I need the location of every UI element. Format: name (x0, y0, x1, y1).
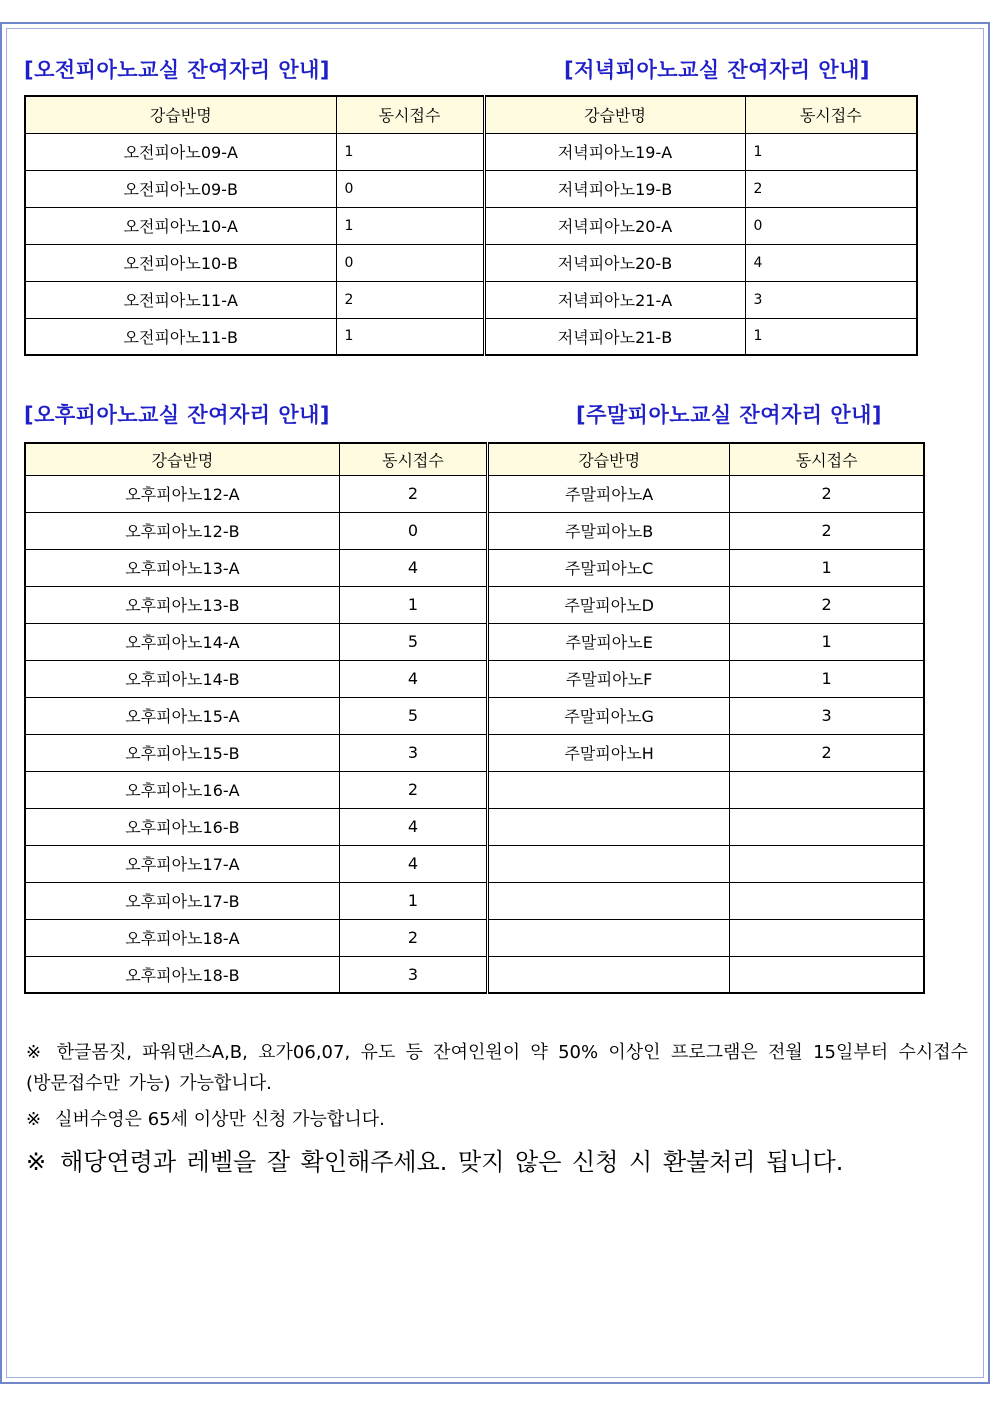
class-name-cell: 오후피아노12-A (25, 475, 339, 512)
class-name-cell (488, 845, 730, 882)
table-header-row (25, 96, 917, 133)
notice-text: 실버수영은 65세 이상만 신청 가능합니다. (55, 1109, 385, 1130)
class-name-cell (488, 882, 730, 919)
count-cell: 4 (339, 549, 487, 586)
class-name-cell (488, 919, 730, 956)
morning-evening-table (24, 95, 918, 356)
table-row (25, 133, 917, 170)
count-cell: 3 (339, 734, 487, 771)
table-row (25, 623, 924, 660)
count-cell: 0 (336, 170, 484, 207)
count-cell: 0 (336, 244, 484, 281)
table-row (25, 281, 917, 318)
count-cell: 1 (336, 318, 484, 355)
class-name-cell: 저녁피아노20-A (484, 207, 745, 244)
class-name-cell: 주말피아노G (488, 697, 730, 734)
weekend-title: [주말피아노교실 잔여자리 안내] (576, 403, 883, 427)
count-cell: 4 (339, 845, 487, 882)
table-row (25, 549, 924, 586)
count-cell: 3 (730, 697, 924, 734)
count-cell: 2 (339, 771, 487, 808)
count-cell: 2 (336, 281, 484, 318)
afternoon-title: [오후피아노교실 잔여자리 안내] (24, 403, 331, 427)
col-header-count: 동시접수 (745, 96, 917, 133)
class-name-cell: 저녁피아노20-B (484, 244, 745, 281)
class-name-cell: 오후피아노16-A (25, 771, 339, 808)
class-name-cell: 오후피아노12-B (25, 512, 339, 549)
class-name-cell: 오후피아노14-A (25, 623, 339, 660)
count-cell: 0 (339, 512, 487, 549)
table-row (25, 697, 924, 734)
class-name-cell: 오후피아노14-B (25, 660, 339, 697)
notice-refund (26, 1143, 968, 1181)
class-name-cell: 오후피아노15-A (25, 697, 339, 734)
reference-mark: ※ (26, 1148, 47, 1176)
count-cell: 1 (730, 660, 924, 697)
count-cell: 2 (730, 512, 924, 549)
notice-text: 해당연령과 레벨을 잘 확인해주세요. 맞지 않은 신청 시 환불처리 됩니다. (60, 1148, 844, 1176)
count-cell (730, 808, 924, 845)
table-row (25, 882, 924, 919)
count-cell: 3 (339, 956, 487, 993)
class-name-cell: 주말피아노H (488, 734, 730, 771)
class-name-cell: 주말피아노A (488, 475, 730, 512)
class-name-cell: 오전피아노09-B (25, 170, 336, 207)
reference-mark: ※ (26, 1109, 42, 1130)
class-name-cell: 저녁피아노19-B (484, 170, 745, 207)
class-name-cell: 주말피아노D (488, 586, 730, 623)
table-row (25, 734, 924, 771)
count-cell (730, 845, 924, 882)
table-row (25, 808, 924, 845)
count-cell: 5 (339, 623, 487, 660)
count-cell: 1 (336, 133, 484, 170)
class-name-cell: 오후피아노18-A (25, 919, 339, 956)
morning-title: [오전피아노교실 잔여자리 안내] (24, 58, 331, 82)
class-name-cell: 오후피아노13-A (25, 549, 339, 586)
table-row (25, 207, 917, 244)
table-row (25, 660, 924, 697)
count-cell: 4 (745, 244, 917, 281)
class-name-cell: 오후피아노16-B (25, 808, 339, 845)
class-name-cell: 오전피아노09-A (25, 133, 336, 170)
count-cell: 2 (730, 475, 924, 512)
count-cell: 1 (745, 133, 917, 170)
notice-open-registration (26, 1037, 968, 1099)
class-name-cell: 오전피아노10-A (25, 207, 336, 244)
count-cell: 1 (730, 549, 924, 586)
count-cell: 2 (745, 170, 917, 207)
count-cell: 4 (339, 660, 487, 697)
table-row (25, 244, 917, 281)
class-name-cell: 저녁피아노21-B (484, 318, 745, 355)
count-cell: 0 (745, 207, 917, 244)
col-header-class-name: 강습반명 (25, 96, 336, 133)
class-name-cell: 오후피아노17-B (25, 882, 339, 919)
count-cell: 2 (730, 734, 924, 771)
col-header-count: 동시접수 (339, 443, 487, 475)
table-row (25, 956, 924, 993)
class-name-cell: 오후피아노17-A (25, 845, 339, 882)
class-name-cell: 오후피아노15-B (25, 734, 339, 771)
count-cell: 1 (745, 318, 917, 355)
reference-mark: ※ (26, 1042, 43, 1063)
afternoon-weekend-table (24, 442, 925, 994)
count-cell: 1 (339, 586, 487, 623)
class-name-cell (488, 956, 730, 993)
col-header-count: 동시접수 (730, 443, 924, 475)
class-name-cell: 오전피아노10-B (25, 244, 336, 281)
col-header-count: 동시접수 (336, 96, 484, 133)
count-cell: 2 (730, 586, 924, 623)
class-name-cell: 오전피아노11-B (25, 318, 336, 355)
count-cell (730, 956, 924, 993)
table-row (25, 318, 917, 355)
count-cell: 1 (339, 882, 487, 919)
table-row (25, 475, 924, 512)
table-row (25, 512, 924, 549)
table-row (25, 845, 924, 882)
class-name-cell: 저녁피아노21-A (484, 281, 745, 318)
col-header-class-name: 강습반명 (25, 443, 339, 475)
count-cell: 2 (339, 919, 487, 956)
evening-title: [저녁피아노교실 잔여자리 안내] (564, 58, 871, 82)
class-name-cell: 주말피아노F (488, 660, 730, 697)
class-name-cell (488, 808, 730, 845)
table-row (25, 919, 924, 956)
class-name-cell: 오전피아노11-A (25, 281, 336, 318)
count-cell (730, 919, 924, 956)
count-cell: 1 (336, 207, 484, 244)
class-name-cell: 주말피아노C (488, 549, 730, 586)
notice-silver-swim (26, 1104, 968, 1135)
table-row (25, 771, 924, 808)
table-row (25, 170, 917, 207)
count-cell: 4 (339, 808, 487, 845)
class-name-cell: 주말피아노E (488, 623, 730, 660)
class-name-cell (488, 771, 730, 808)
table-header-row (25, 443, 924, 475)
col-header-class-name: 강습반명 (484, 96, 745, 133)
count-cell: 2 (339, 475, 487, 512)
count-cell: 3 (745, 281, 917, 318)
count-cell: 5 (339, 697, 487, 734)
count-cell (730, 771, 924, 808)
class-name-cell: 주말피아노B (488, 512, 730, 549)
count-cell: 1 (730, 623, 924, 660)
notice-text: 한글몸짓, 파워댄스A,B, 요가06,07, 유도 등 잔여인원이 약 50% 이상인 프로그램은 전월 15일부터 수시접수(방문접수만 가능) 가능합니다. (26, 1042, 968, 1094)
count-cell (730, 882, 924, 919)
class-name-cell: 저녁피아노19-A (484, 133, 745, 170)
class-name-cell: 오후피아노18-B (25, 956, 339, 993)
table-row (25, 586, 924, 623)
class-name-cell: 오후피아노13-B (25, 586, 339, 623)
col-header-class-name: 강습반명 (488, 443, 730, 475)
